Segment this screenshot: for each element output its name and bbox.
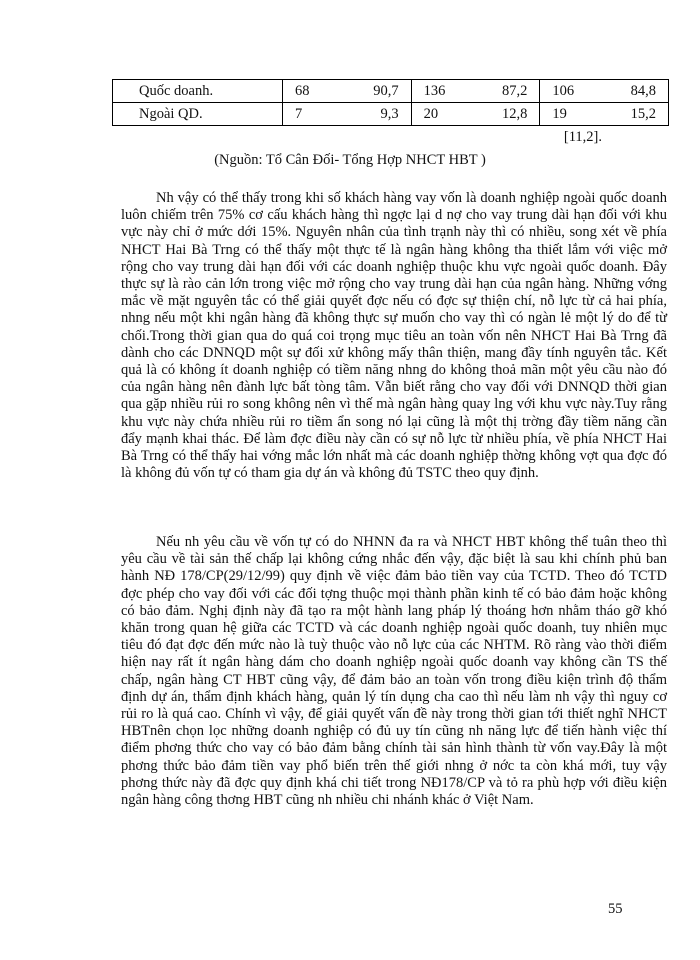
citation-reference: [11,2]. <box>563 129 602 145</box>
data-table-wrapper <box>112 79 669 126</box>
source-note: (Nguồn: Tổ Cân Đối- Tổng Hợp NHCT HBT ) <box>214 152 486 168</box>
table-cell-group <box>283 103 412 126</box>
body-paragraph: Nh vậy có thể thấy trong khi số khách hàng vay vốn là doanh nghiệp ngoài quốc doanh luôn chiếm trên 75% cơ cấu khách hàng thì ngợc lại d nợ cho vay trung dài hạn đối với khu vực này chỉ ở mức dới 15%. Nguyên nhân của tình trạnh này thì có nhiều, song xét về phía NHCT Hai Bà Trng có thể thấy một thực tế là ngân hàng không tha thiết lắm với việc mở rộng cho vay trung dài hạn đối với các doanh nghiệp thuộc khu vực ngoài quốc doanh. Đây thực sự là rào cản lớn trong việc mở rộng cho vay trung dài hạn của ngân hàng. Những vớng mắc về mặt nguyên tắc có thể giải quyết đợc nếu có đợc sự thiện chí, nỗ lực từ cả hai phía, nhng nếu một khi ngân hàng đã không thực sự muốn cho vay thì có ngàn lẻ một lý do để từ chối.Trong thời gian qua do quá coi trọng mục tiêu an toàn vốn nên NHCT Hai Bà Trng đã dành cho các DNNQD một sự đối xử không mấy thân thiện, mang đầy tính nguyên tắc. Kết quả là có không ít doanh nghiệp có tiềm năng nhng do không thoả mãn một yêu cầu nào đó của ngân hàng nên đành lực bất tòng tâm. Vẫn biết rằng cho vay đối với DNNQD thời gian qua gặp nhiều rủi ro song không nên vì thế mà ngân hàng quay lng với khu vực này.Tuy rằng khu vực này chứa nhiều rủi ro tiềm ẩn song nó lại cũng là một thị trờng đầy tiềm năng cần đẩy mạnh khai thác. Để làm đợc điều này cần có sự nỗ lực từ nhiều phía, về phía NHCT Hai Bà Trng có thể thấy hai vớng mắc lớn nhất mà các doanh nghiệp thờng không vợt qua đợc đó là không đủ vốn tự có tham gia dự án và không đủ TSTC theo quy định. <box>121 190 667 482</box>
table-cell-group <box>540 103 669 126</box>
body-paragraph: Nếu nh yêu cầu về vốn tự có do NHNN đa ra và NHCT HBT không thể tuân theo thì yêu cầu về tài sản thế chấp lại không cứng nhắc đến vậy, đặc biệt là sau khi chính phủ ban hành NĐ 178/CP(29/12/99) quy định về việc đảm bảo tiền vay của TCTD. Theo đó TCTD đợc phép cho vay đối với các đối tợng thuộc mọi thành phần kinh tế có bảo đảm hoặc không có bảo đảm. Nghị định này đã tạo ra một hành lang pháp lý thoáng hơn nhằm tháo gỡ khó khăn trong quan hệ giữa các TCTD và các doanh nghiệp ngoài quốc doanh, tuy nhiên mục tiêu đó đạt đợc đến mức nào là tuỳ thuộc vào nỗ lực của các NHTM. Rõ ràng vào thời điểm hiện nay rất ít ngân hàng dám cho doanh nghiệp ngoài quốc doanh vay không cần TS thế chấp, ngân hàng CT HBT cũng vậy, để đảm bảo an toàn vốn trong điều kiện trình độ thẩm định dự án, thẩm định khách hàng, quản lý tín dụng cha cao thì nếu làm nh vậy thì nguy cơ rủi ro là quá cao. Chính vì vậy, để giải quyết vấn đề này trong thời gian tới thiết nghĩ NHCT HBTnên chọn lọc những doanh nghiệp có đủ uy tín cũng nh năng lực để tiến hành việc thí điểm phơng thức cho vay có bảo đảm bằng chính tài sản hình thành từ vốn vay.Đây là một phơng thức bảo đảm tiền vay phổ biến trên thế giới nhng ở nớc ta còn khá mới, tuy vậy phơng thức này đã đợc quy định khá chi tiết trong NĐ178/CP và tỏ ra phù hợp với điều kiện ngân hàng công thơng HBT cũng nh nhiều chi nhánh khác ở Việt Nam. <box>121 534 667 809</box>
table-cell: 68 <box>295 82 310 99</box>
table-cell: 136 <box>423 82 446 99</box>
table-cell: 15,2 <box>630 105 656 122</box>
data-table <box>112 79 669 126</box>
table-cell-group <box>540 80 669 103</box>
table-row <box>113 103 669 126</box>
table-cell: 19 <box>552 105 567 122</box>
row-label: Quốc doanh. <box>113 80 283 103</box>
table-cell-group <box>411 103 540 126</box>
table-cell: 20 <box>423 105 439 122</box>
table-cell: 87,2 <box>501 82 528 99</box>
table-cell-group <box>411 80 540 103</box>
table-cell: 90,7 <box>373 82 399 99</box>
table-row <box>113 80 669 103</box>
table-cell-group <box>283 80 412 103</box>
table-cell: 84,8 <box>630 82 656 99</box>
table-cell: 9,3 <box>380 105 399 122</box>
table-cell: 12,8 <box>501 105 528 122</box>
table-cell: 106 <box>552 82 575 99</box>
row-label: Ngoài QD. <box>113 103 283 126</box>
page-number: 55 <box>608 901 623 917</box>
table-cell: 7 <box>295 105 303 122</box>
